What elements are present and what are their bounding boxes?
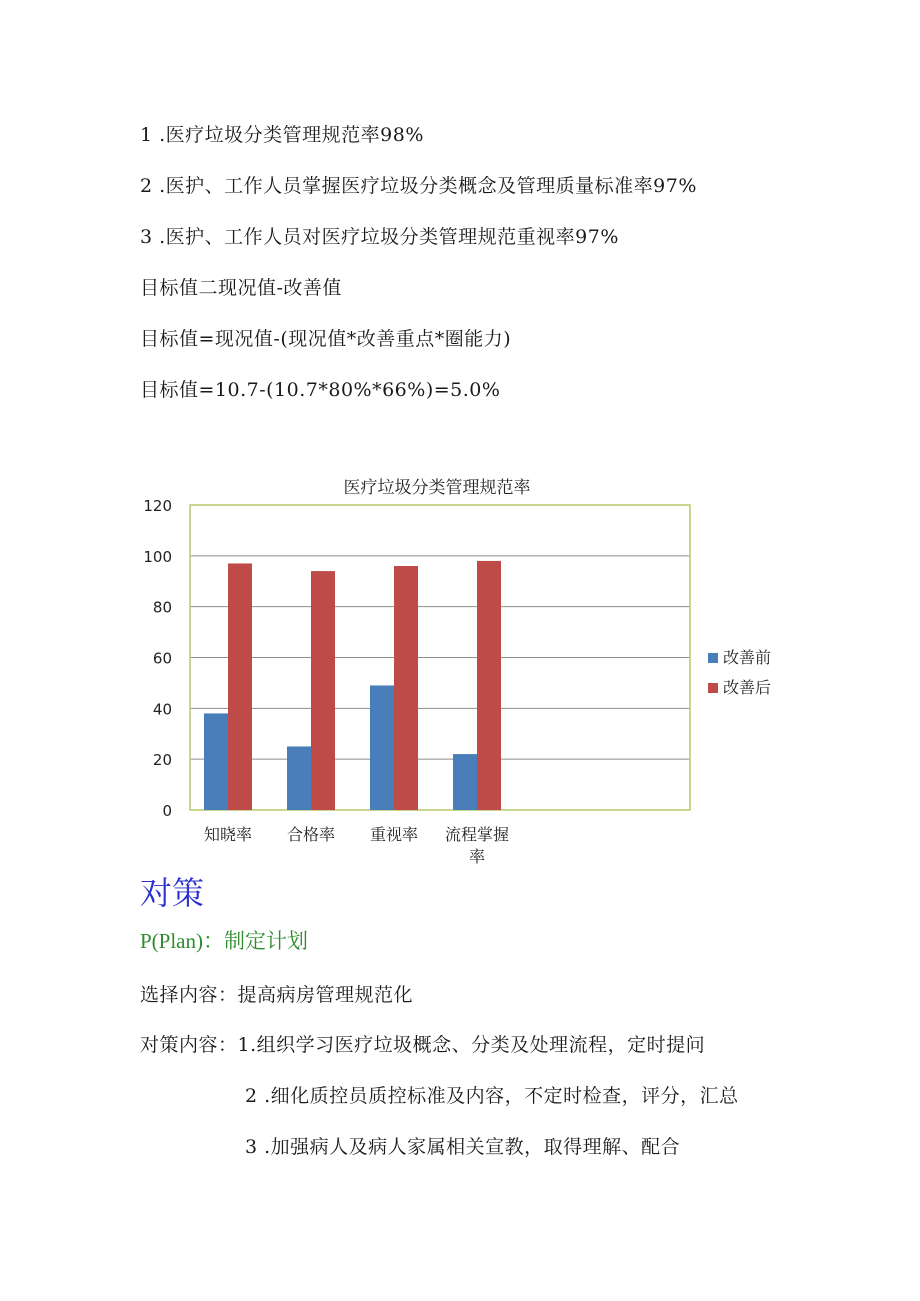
bar-after-3 (477, 561, 501, 810)
goal-line-1: 1 .医疗垃圾分类管理规范率98% (140, 124, 424, 146)
select-content: 选择内容：提高病房管理规范化 (140, 984, 414, 1006)
section-title: 对策 (140, 874, 205, 912)
bar-chart (122, 465, 822, 885)
measure-1: 对策内容：1.组织学习医疗垃圾概念、分类及处理流程，定时提问 (140, 1034, 706, 1056)
goal-line-3: 3 .医护、工作人员对医疗垃圾分类管理规范重视率97% (140, 226, 619, 248)
measure-2: 2 .细化质控员质控标准及内容，不定时检查，评分，汇总 (245, 1085, 739, 1107)
bar-before-3 (453, 754, 477, 810)
plan-label: P(Plan)：制定计划 (140, 929, 308, 953)
x-tick-label: 知晓率 (203, 825, 253, 844)
x-tick-label: 率 (468, 847, 486, 866)
bar-before-1 (287, 746, 311, 810)
x-tick-label: 合格率 (286, 825, 336, 844)
bar-after-1 (311, 571, 335, 810)
x-tick-label: 流程掌握 (444, 825, 510, 844)
goal-line-2: 2 .医护、工作人员掌握医疗垃圾分类概念及管理质量标准率97% (140, 175, 697, 197)
x-tick-label: 重视率 (369, 825, 419, 844)
y-tick-label: 120 (143, 497, 172, 515)
y-tick-label: 40 (152, 700, 172, 719)
legend-label: 改善前 (723, 648, 772, 667)
legend-swatch (708, 683, 718, 693)
chart-title: 医疗垃圾分类管理规范率 (343, 478, 531, 498)
y-tick-label: 60 (152, 649, 172, 668)
formula-line-1: 目标值二现况值-改善值 (140, 277, 342, 299)
y-tick-label: 20 (152, 751, 172, 770)
bar-before-0 (204, 713, 228, 810)
bar-after-2 (394, 566, 418, 810)
measure-3: 3 .加强病人及病人家属相关宣教，取得理解、配合 (245, 1136, 681, 1158)
formula-line-2: 目标值=现况值-(现况值*改善重点*圈能力) (140, 328, 512, 350)
legend-swatch (708, 653, 718, 663)
y-tick-label: 80 (152, 598, 172, 617)
y-tick-label: 100 (143, 547, 172, 566)
bar-before-2 (370, 685, 394, 810)
y-tick-label: 0 (162, 802, 172, 820)
legend-label: 改善后 (723, 678, 772, 697)
formula-line-3: 目标值=10.7-(10.7*80%*66%)=5.0% (140, 379, 501, 401)
chart-background (122, 465, 822, 885)
bar-after-0 (228, 563, 252, 810)
